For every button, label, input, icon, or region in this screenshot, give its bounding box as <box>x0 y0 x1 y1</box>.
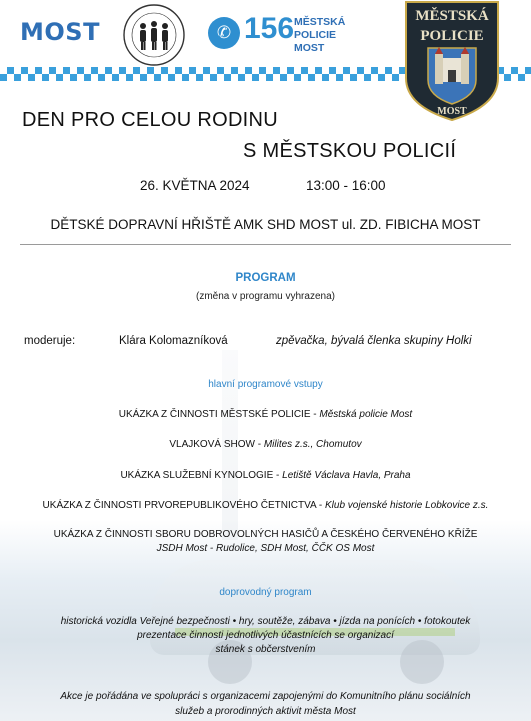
badge-middle-text: POLICIE <box>420 28 484 44</box>
program-item-by: Milites z.s., Chomutov <box>263 439 362 450</box>
program-item-by: Letiště Václava Havla, Praha <box>282 470 411 481</box>
main-program-heading: hlavní programové vstupy <box>208 379 323 390</box>
program-item-title: UKÁZKA Z ČINNOSTI PRVOREPUBLIKOVÉHO ČETNICTVA - <box>42 500 326 511</box>
side-program-line <box>0 616 531 627</box>
event-venue: DĚTSKÉ DOPRAVNÍ HŘIŠTĚ AMK SHD MOST ul. ZD. FIBICHA MOST <box>50 217 481 232</box>
footer-line1: Akce je pořádána ve spolupráci s organizacemi zapojenými do Komunitního plánu sociálních <box>60 691 471 702</box>
footer-line2: služeb a prorodinných aktivit města Most <box>175 706 356 717</box>
moderator-role: zpěvačka, bývalá členka skupiny Holki <box>276 335 472 347</box>
event-title-line2: S MĚSTSKOU POLICIÍ <box>243 140 457 162</box>
program-item <box>0 470 531 481</box>
program-item-by <box>0 543 531 554</box>
program-note: (změna v programu vyhrazena) <box>196 291 335 302</box>
program-item <box>0 500 531 511</box>
program-heading: PROGRAM <box>235 272 296 284</box>
phone-label-line1: MĚSTSKÁ POLICIE <box>294 16 346 41</box>
mestska-policie-badge <box>400 0 504 122</box>
badge-top-text: MĚSTSKÁ <box>415 8 489 24</box>
moderator-name: Klára Kolomazníková <box>119 335 228 347</box>
program-item-title: UKÁZKA SLUŽEBNÍ KYNOLOGIE - <box>120 470 283 481</box>
program-item <box>0 439 531 450</box>
divider <box>20 244 511 245</box>
program-item-by-text: JSDH Most - Rudolice, SDH Most, ČČK OS Most <box>156 543 375 554</box>
side-program-line1: historická vozidla Veřejné bezpečnosti • hry, soutěže, zábava • jízda na ponících • fotokoutek <box>60 616 471 627</box>
badge-bottom-text: MOST <box>437 106 467 117</box>
program-item-by: Městská policie Most <box>319 409 413 420</box>
program-item <box>0 409 531 420</box>
most-city-logo: MOST <box>20 18 100 46</box>
emergency-number: 156 <box>244 12 295 45</box>
event-title-line1: DEN PRO CELOU RODINU <box>22 109 279 131</box>
phone-icon: ✆ <box>208 17 240 49</box>
program-item-by: Klub vojenské historie Lobkovice z.s. <box>325 500 489 511</box>
event-date: 26. KVĚTNA 2024 <box>140 178 250 193</box>
side-program-line3: stánek s občerstvením <box>215 644 316 655</box>
moderator-label: moderuje: <box>24 335 76 347</box>
footer-note <box>0 689 531 719</box>
side-program-line2: prezentace činnosti jednotlivých účastnících se organizací <box>137 630 394 641</box>
event-time: 13:00 - 16:00 <box>306 178 386 193</box>
phone-label <box>294 16 384 55</box>
side-program-heading: doprovodný program <box>219 587 312 598</box>
program-item-title: VLAJKOVÁ SHOW - <box>169 439 264 450</box>
side-program-line <box>0 644 531 655</box>
phone-label-line2: MOST <box>294 42 325 54</box>
program-item-title: UKÁZKA Z ČINNOSTI SBORU DOBROVOLNÝCH HASIČŮ A ČESKÉHO ČERVENÉHO KŘÍŽE <box>53 529 478 540</box>
program-item-title: UKÁZKA Z ČINNOSTI MĚSTSKÉ POLICIE - <box>118 409 320 420</box>
side-program-line <box>0 630 531 641</box>
komunitni-planovani-logo <box>114 2 194 68</box>
